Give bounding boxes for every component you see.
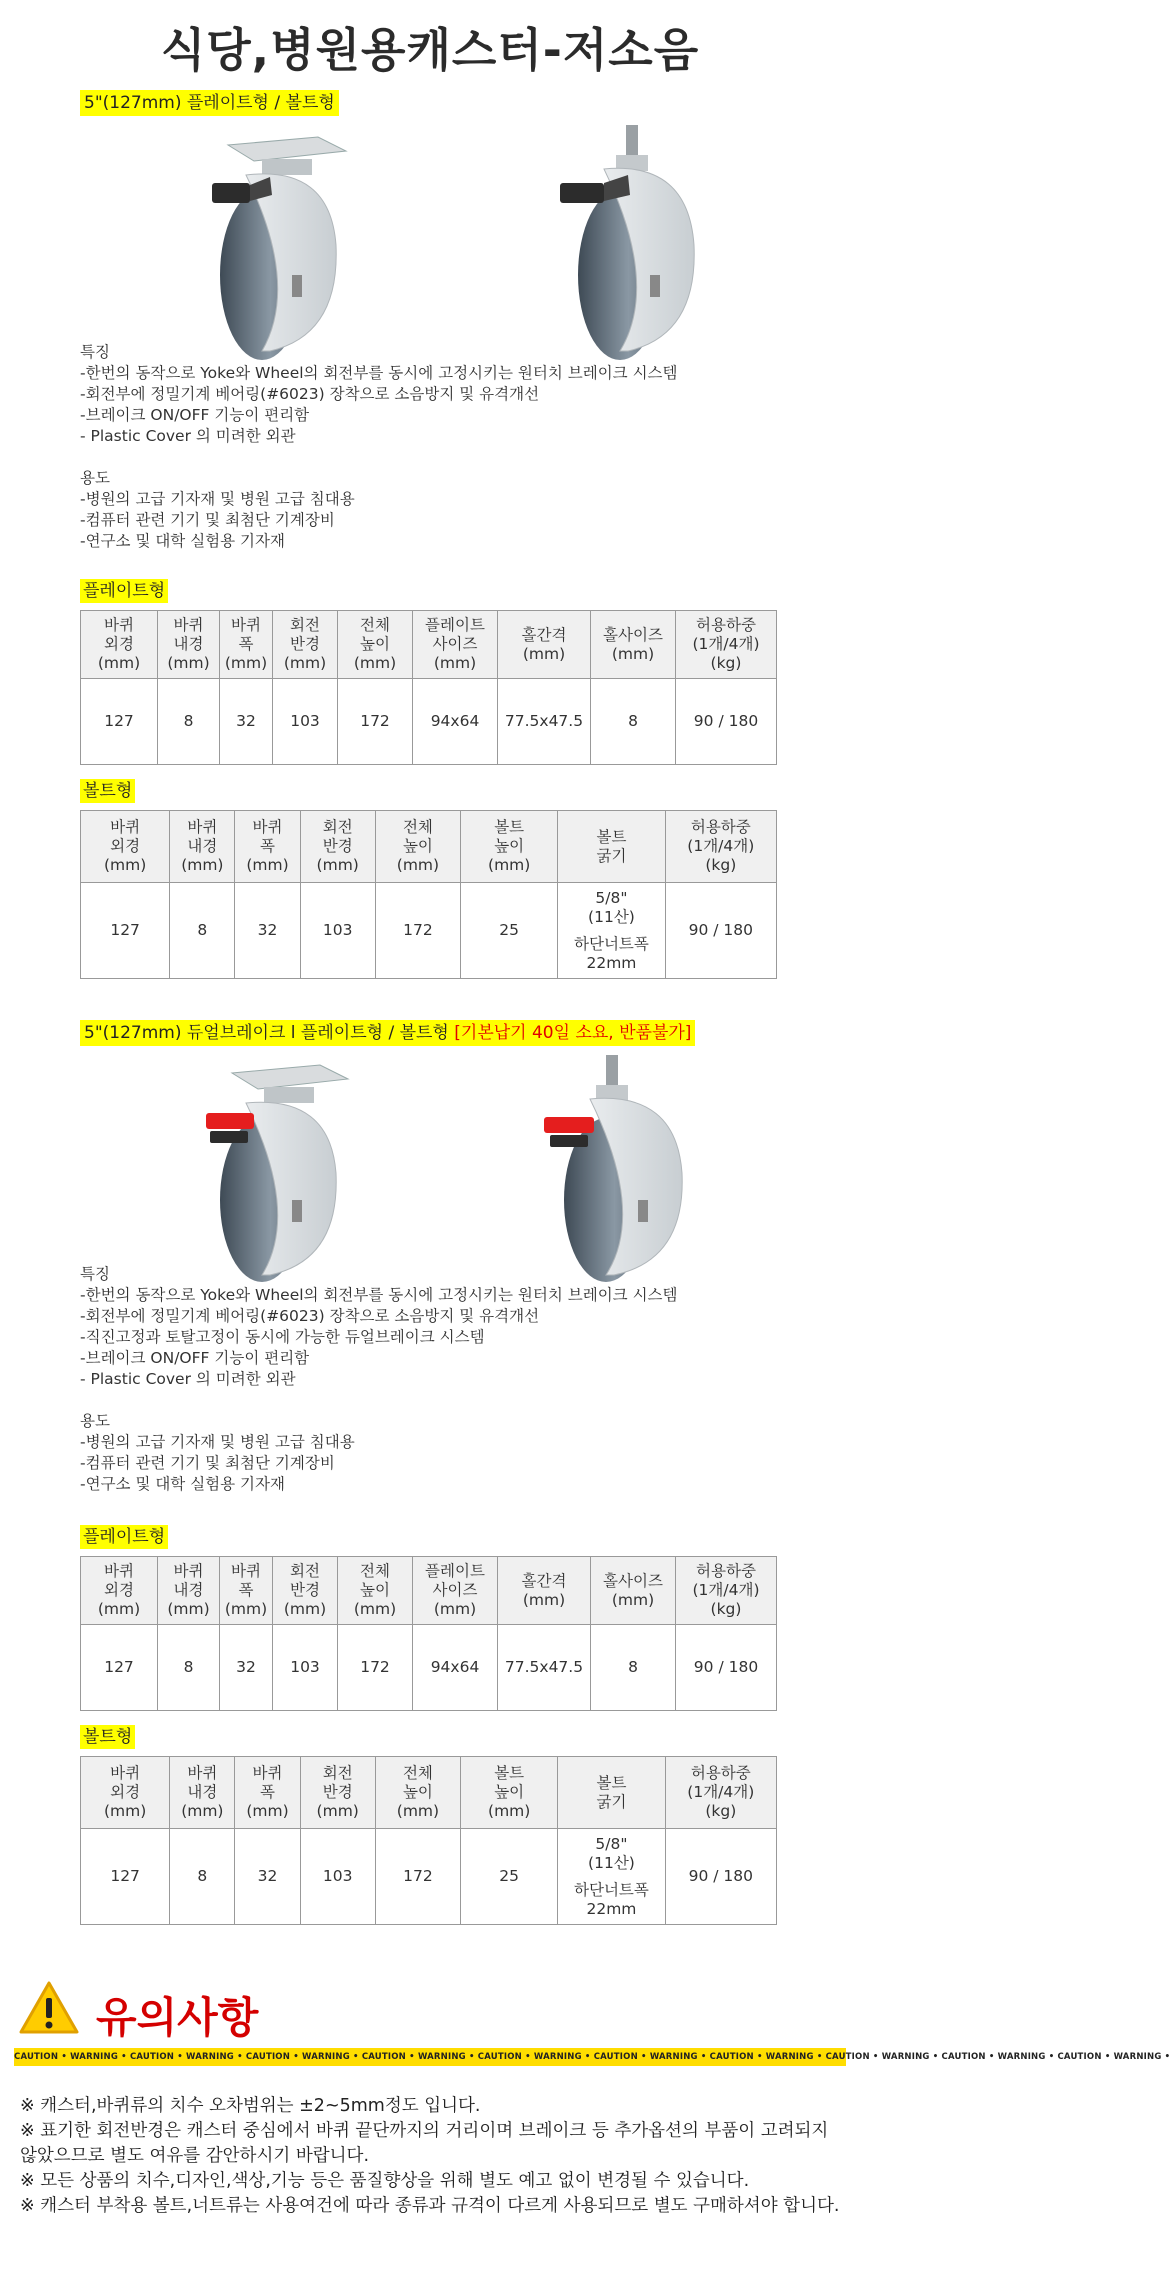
- table-cell: 172: [338, 679, 413, 765]
- col-header: 바퀴 외경 (mm): [81, 811, 170, 883]
- col-header: 홀사이즈 (mm): [591, 611, 676, 679]
- table-cell: 8: [170, 883, 235, 979]
- table-cell: 172: [338, 1625, 413, 1711]
- table-cell: 32: [235, 1829, 300, 1925]
- table-cell: 172: [375, 1829, 460, 1925]
- col-header: 플레이트 사이즈 (mm): [413, 1557, 498, 1625]
- col-header: 허용하중 (1개/4개) (kg): [665, 1757, 776, 1829]
- table-cell: 8: [591, 1625, 676, 1711]
- dual-brake-plate-caster-image: [150, 1055, 390, 1285]
- section2-description: [80, 1264, 677, 1495]
- col-header: 바퀴 내경 (mm): [170, 1757, 235, 1829]
- note-item: ※ 모든 상품의 치수,디자인,색상,기능 등은 품질향상을 위해 별도 예고 없이 변경될 수 있습니다.: [20, 2171, 750, 2191]
- table-cell: 94x64: [413, 679, 498, 765]
- table-cell: 103: [300, 1829, 375, 1925]
- col-header: 허용하중 (1개/4개) (kg): [665, 811, 776, 883]
- table-cell: 127: [81, 1625, 158, 1711]
- section2-heading: 5"(127mm) 듀얼브레이크 l 플레이트형 / 볼트형 [기본납기 40일 소요, 반품불가]: [80, 1020, 695, 1046]
- plate-caster-image: [150, 125, 390, 365]
- table-cell: 5/8" (11산) 하단너트폭 22mm: [558, 883, 665, 979]
- table-cell: 127: [81, 1829, 170, 1925]
- table-cell: 77.5x47.5: [498, 679, 591, 765]
- col-header: 바퀴 폭 (mm): [235, 1757, 300, 1829]
- table-cell: 77.5x47.5: [498, 1625, 591, 1711]
- note-item: ※ 표기한 회전반경은 캐스터 중심에서 바퀴 끝단까지의 거리이며 브레이크 등 추가옵션의 부품이 고려되지 않았으므로 별도 여유를 감안하시기 바랍니다.: [20, 2121, 829, 2166]
- col-header: 바퀴 폭 (mm): [220, 1557, 273, 1625]
- section1-description: [80, 342, 677, 552]
- usage-label: 용도: [80, 469, 110, 487]
- warning-title: 유의사항: [96, 1993, 259, 2042]
- table-cell: 8: [170, 1829, 235, 1925]
- feature-item: -브레이크 ON/OFF 기능이 편리함: [80, 406, 310, 424]
- table-cell: 127: [81, 679, 158, 765]
- col-header: 바퀴 폭 (mm): [235, 811, 300, 883]
- plate-type-label: 플레이트형: [80, 1525, 168, 1549]
- dual-bolt-spec-table: [80, 1756, 777, 1925]
- table-cell: 103: [273, 1625, 338, 1711]
- usage-item: -연구소 및 대학 실험용 기자재: [80, 532, 285, 550]
- feature-item: -회전부에 정밀기계 베어링(#6023) 장착으로 소음방지 및 유격개선: [80, 385, 540, 403]
- feature-item: - Plastic Cover 의 미려한 외관: [80, 427, 296, 445]
- col-header: 바퀴 외경 (mm): [81, 611, 158, 679]
- feature-item: -한번의 동작으로 Yoke와 Wheel의 회전부를 동시에 고정시키는 원터치 브레이크 시스템: [80, 1286, 678, 1304]
- table-cell: 103: [300, 883, 375, 979]
- feature-item: -브레이크 ON/OFF 기능이 편리함: [80, 1349, 310, 1367]
- bolt-type-label: 볼트형: [80, 1725, 135, 1749]
- table-cell: 94x64: [413, 1625, 498, 1711]
- features-label: 특징: [80, 1265, 110, 1283]
- usage-item: -연구소 및 대학 실험용 기자재: [80, 1475, 285, 1493]
- col-header: 볼트 높이 (mm): [461, 1757, 558, 1829]
- col-header: 볼트 굵기: [558, 1757, 665, 1829]
- usage-item: -컴퓨터 관련 기기 및 최첨단 기계장비: [80, 1454, 335, 1472]
- note-item: ※ 캐스터 부착용 볼트,너트류는 사용여건에 따라 종류과 규격이 다르게 사용되므로 별도 구매하셔야 합니다.: [20, 2196, 840, 2216]
- table-cell: 90 / 180: [676, 1625, 777, 1711]
- col-header: 바퀴 내경 (mm): [158, 611, 220, 679]
- col-header: 전체 높이 (mm): [338, 611, 413, 679]
- bolt-type-label: 볼트형: [80, 779, 135, 803]
- col-header: 홀사이즈 (mm): [591, 1557, 676, 1625]
- usage-item: -병원의 고급 기자재 및 병원 고급 침대용: [80, 1433, 355, 1451]
- table-cell: 8: [158, 679, 220, 765]
- note-item: ※ 캐스터,바퀴류의 치수 오차범위는 ±2~5mm정도 입니다.: [20, 2096, 481, 2116]
- col-header: 바퀴 외경 (mm): [81, 1757, 170, 1829]
- col-header: 바퀴 내경 (mm): [170, 811, 235, 883]
- usage-item: -병원의 고급 기자재 및 병원 고급 침대용: [80, 490, 355, 508]
- heading-note: [기본납기 40일 소요, 반품불가]: [454, 1023, 692, 1043]
- table-cell: 32: [220, 679, 273, 765]
- col-header: 홀간격 (mm): [498, 1557, 591, 1625]
- col-header: 바퀴 내경 (mm): [158, 1557, 220, 1625]
- warning-triangle-icon: [18, 1980, 80, 2036]
- features-label: 특징: [80, 343, 110, 361]
- col-header: 홀간격 (mm): [498, 611, 591, 679]
- table-cell: 103: [273, 679, 338, 765]
- col-header: 전체 높이 (mm): [338, 1557, 413, 1625]
- feature-item: -한번의 동작으로 Yoke와 Wheel의 회전부를 동시에 고정시키는 원터치 브레이크 시스템: [80, 364, 678, 382]
- feature-item: -회전부에 정밀기계 베어링(#6023) 장착으로 소음방지 및 유격개선: [80, 1307, 540, 1325]
- col-header: 허용하중 (1개/4개) (kg): [676, 611, 777, 679]
- plate-spec-table: [80, 610, 777, 765]
- col-header: 바퀴 외경 (mm): [81, 1557, 158, 1625]
- warning-notes: [20, 2094, 840, 2219]
- section1-heading: 5"(127mm) 플레이트형 / 볼트형: [80, 90, 339, 116]
- table-cell: 90 / 180: [676, 679, 777, 765]
- col-header: 플레이트 사이즈 (mm): [413, 611, 498, 679]
- table-cell: 32: [235, 883, 300, 979]
- col-header: 회전 반경 (mm): [273, 1557, 338, 1625]
- table-cell: 25: [461, 1829, 558, 1925]
- table-cell: 172: [375, 883, 460, 979]
- table-cell: 90 / 180: [665, 883, 776, 979]
- table-cell: 90 / 180: [665, 1829, 776, 1925]
- bolt-spec-table: [80, 810, 777, 979]
- col-header: 회전 반경 (mm): [300, 1757, 375, 1829]
- table-cell: 127: [81, 883, 170, 979]
- col-header: 전체 높이 (mm): [375, 1757, 460, 1829]
- table-cell: 8: [158, 1625, 220, 1711]
- page-title: 식당,병원용캐스터-저소음: [160, 23, 700, 77]
- col-header: 허용하중 (1개/4개) (kg): [676, 1557, 777, 1625]
- table-cell: 5/8" (11산) 하단너트폭 22mm: [558, 1829, 665, 1925]
- col-header: 바퀴 폭 (mm): [220, 611, 273, 679]
- dual-brake-bolt-caster-image: [510, 1055, 750, 1285]
- table-cell: 32: [220, 1625, 273, 1711]
- col-header: 볼트 굵기: [558, 811, 665, 883]
- feature-item: -직진고정과 토탈고정이 동시에 가능한 듀얼브레이크 시스템: [80, 1328, 485, 1346]
- usage-label: 용도: [80, 1412, 110, 1430]
- feature-item: - Plastic Cover 의 미려한 외관: [80, 1370, 296, 1388]
- caution-tape: CAUTION • WARNING • CAUTION • WARNING • CAUTION • WARNING • CAUTION • WARNING • CAUTION • WARNING • CAUTION • WARNING • CAUTION • WARNING • CAUTION • WARNING • CAUTION • WARNING • CAUTION • WARNING •: [14, 2048, 846, 2066]
- col-header: 볼트 높이 (mm): [461, 811, 558, 883]
- usage-item: -컴퓨터 관련 기기 및 최첨단 기계장비: [80, 511, 335, 529]
- table-cell: 8: [591, 679, 676, 765]
- bolt-caster-image: [510, 125, 750, 365]
- col-header: 전체 높이 (mm): [375, 811, 460, 883]
- plate-type-label: 플레이트형: [80, 579, 168, 603]
- col-header: 회전 반경 (mm): [273, 611, 338, 679]
- table-cell: 25: [461, 883, 558, 979]
- dual-plate-spec-table: [80, 1556, 777, 1711]
- col-header: 회전 반경 (mm): [300, 811, 375, 883]
